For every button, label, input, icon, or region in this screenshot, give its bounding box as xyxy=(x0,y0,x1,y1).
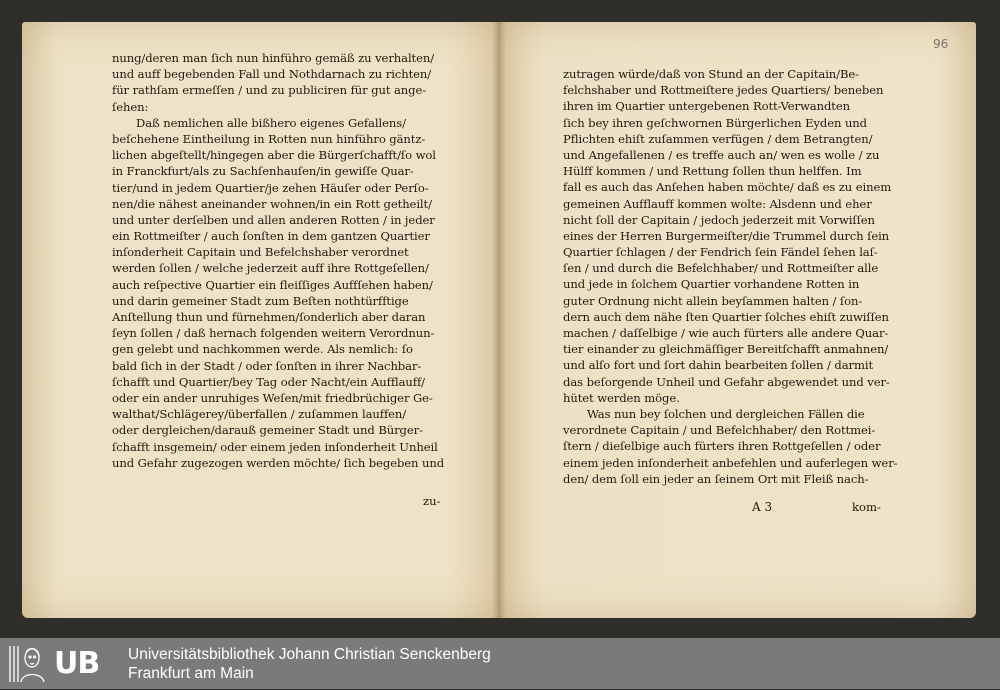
text-line: lichen abgeſtellt/hingegen aber die Bürgerſchafft/ſo wol xyxy=(112,148,436,163)
text-line: bald ſich in der Stadt / oder ſonſten in ihrer Nachbar- xyxy=(112,358,422,373)
text-line: für rathſam ermeſſen / und zu publiciren für gut ange- xyxy=(112,83,427,98)
text-line: tier einander zu gleichmäſſiger Bereitſchafft anmahnen/ xyxy=(563,342,889,357)
signature-mark: A 3 xyxy=(752,500,773,514)
senckenberg-portrait-icon xyxy=(6,642,50,686)
text-line: Pflichten ehiſt zuſammen verfügen / dem Betrangten/ xyxy=(563,131,873,146)
text-line: ein Rottmeiſter / auch ſonſten in dem gantzen Quartier xyxy=(112,229,430,244)
text-line: gemeinen Aufflauff kommen wolte: Alsdenn und eher xyxy=(563,196,872,211)
text-line: ſchafft und Quartier/bey Tag oder Nacht/ein Aufflauff/ xyxy=(112,374,425,389)
text-line: gen gelebt und nachkommen werde. Als nemlich: ſo xyxy=(112,342,413,357)
institution-line-1: Universitätsbibliothek Johann Christian Senckenberg xyxy=(128,645,491,663)
library-footer xyxy=(0,638,1000,689)
text-line: machen / daſſelbige / wie auch fürters alle andere Quar- xyxy=(563,326,889,340)
text-line: verordnete Capitain / und Befelchhaber/ den Rottmei- xyxy=(563,423,876,438)
text-line: einem jeden inſonderheit anbefehlen und auferlegen wer- xyxy=(563,455,898,470)
left-page-text xyxy=(112,50,447,471)
text-line: fall es auch das Anſehen haben möchte/ daß es zu einem xyxy=(563,180,892,195)
text-line: ſeyn ſollen / daß hernach folgenden weitern Verordnun- xyxy=(112,326,435,341)
text-line: ſen / und durch die Befelchhaber/ und Rottmeiſter alle xyxy=(563,261,879,276)
ub-logo[interactable] xyxy=(6,642,114,686)
text-line: den/ dem ſoll ein jeder an ſeinem Ort mit Fleiß nach- xyxy=(563,471,869,486)
text-line: guter Ordnung nicht allein beyſammen halten / ſon- xyxy=(563,293,863,308)
text-line: Was nun bey ſolchen und dergleichen Fällen die xyxy=(587,406,865,421)
text-line: werden ſollen / welche jederzeit auff ihre Rottgeſellen/ xyxy=(112,261,429,276)
text-line: und jede in ſolchem Quartier vorhandene Rotten in xyxy=(563,277,860,292)
book-gutter xyxy=(492,22,506,618)
text-line: ſich bey ihren geſchwornen Bürgerlichen Eyden und xyxy=(563,115,867,130)
text-line: das beſorgende Unheil und Gefahr abgewendet und ver- xyxy=(563,374,890,389)
right-page-text xyxy=(563,66,898,487)
institution-name xyxy=(128,645,491,683)
text-line: Quartier ſchlagen / der Fendrich ſein Fändel ſehen laſ- xyxy=(563,245,878,260)
text-line: oder dergleichen/darauß gemeiner Stadt und Bürger- xyxy=(112,423,423,438)
text-line: ihren im Quartier untergebenen Rott-Verwandten xyxy=(563,99,850,114)
text-line: eines der Herren Burgermeiſter/die Trummel durch ſein xyxy=(563,228,890,243)
right-catchword: kom- xyxy=(852,500,881,514)
text-line: tier/und in jedem Quartier/je zehen Häuſer oder Perſo- xyxy=(112,180,429,195)
text-line: ſchafft insgemein/ oder einem jeden inſonderheit Unheil xyxy=(112,439,438,454)
text-line: hütet werden möge. xyxy=(563,390,680,405)
text-line: auch reſpective Quartier ein fleiſſiges Auffſehen haben/ xyxy=(112,277,433,292)
ub-logo-text: UB xyxy=(54,646,100,681)
text-line: Daß nemlichen alle bißhero eigenes Gefallens/ xyxy=(136,115,406,130)
text-line: oder ein ander unruhiges Weſen/mit friedbrüchiger Ge- xyxy=(112,390,433,405)
text-line: und darin gemeiner Stadt zum Beſten nothtürfftige xyxy=(112,293,409,308)
institution-line-2: Frankfurt am Main xyxy=(128,664,254,682)
text-line: nung/deren man ſich nun hinführo gemäß zu verhalten/ xyxy=(112,51,435,65)
text-line: walthat/Schlägerey/überfallen / zuſammen lauffen/ xyxy=(112,407,407,422)
text-line: inſonderheit Capitain und Befelchshaber verordnet xyxy=(112,245,409,260)
text-line: und alſo fort und ſort dahin bearbeiten ſollen / darmit xyxy=(563,358,874,373)
text-line: dern auch dem nähe ſten Quartier ſolches ehiſt zuwiſſen xyxy=(563,309,889,324)
text-line: nicht ſoll der Capitain / jedoch jederzeit mit Vorwiſſen xyxy=(563,212,875,227)
text-line: und Gefahr zugezogen werden möchte/ ſich begeben und xyxy=(112,455,445,470)
text-line: und Angefallenen / es treffe auch an/ wen es wolle / zu xyxy=(563,147,880,162)
text-line: ſehen: xyxy=(112,99,149,114)
text-line: Hülff kommen / und Rettung ſollen thun helffen. Im xyxy=(563,164,862,179)
text-line: zutragen würde/daß von Stund an der Capitain/Be- xyxy=(563,67,859,81)
text-line: ſtern / dieſelbige auch fürters ihren Rottgeſellen / oder xyxy=(563,439,881,454)
text-line: in Franckfurt/als zu Sachſenhauſen/in gewiſſe Quar- xyxy=(112,164,414,179)
text-line: nen/die nähest aneinander wohnen/in ein Rott getheilt/ xyxy=(112,196,432,211)
left-catchword: zu- xyxy=(423,494,441,508)
text-line: und auff begebenden Fall und Nothdarnach zu richten/ xyxy=(112,67,432,82)
text-line: und unter derſelben und allen anderen Rotten / in jeder xyxy=(112,212,435,227)
text-line: beſchehene Eintheilung in Rotten nun hinführo gäntz- xyxy=(112,131,426,146)
text-line: felchshaber und Rottmeiſtere jedes Quartiers/ beneben xyxy=(563,83,884,98)
pencil-folio-number: 96 xyxy=(933,37,949,51)
text-line: Anſtellung thun und fürnehmen/ſonderlich aber daran xyxy=(112,310,426,324)
